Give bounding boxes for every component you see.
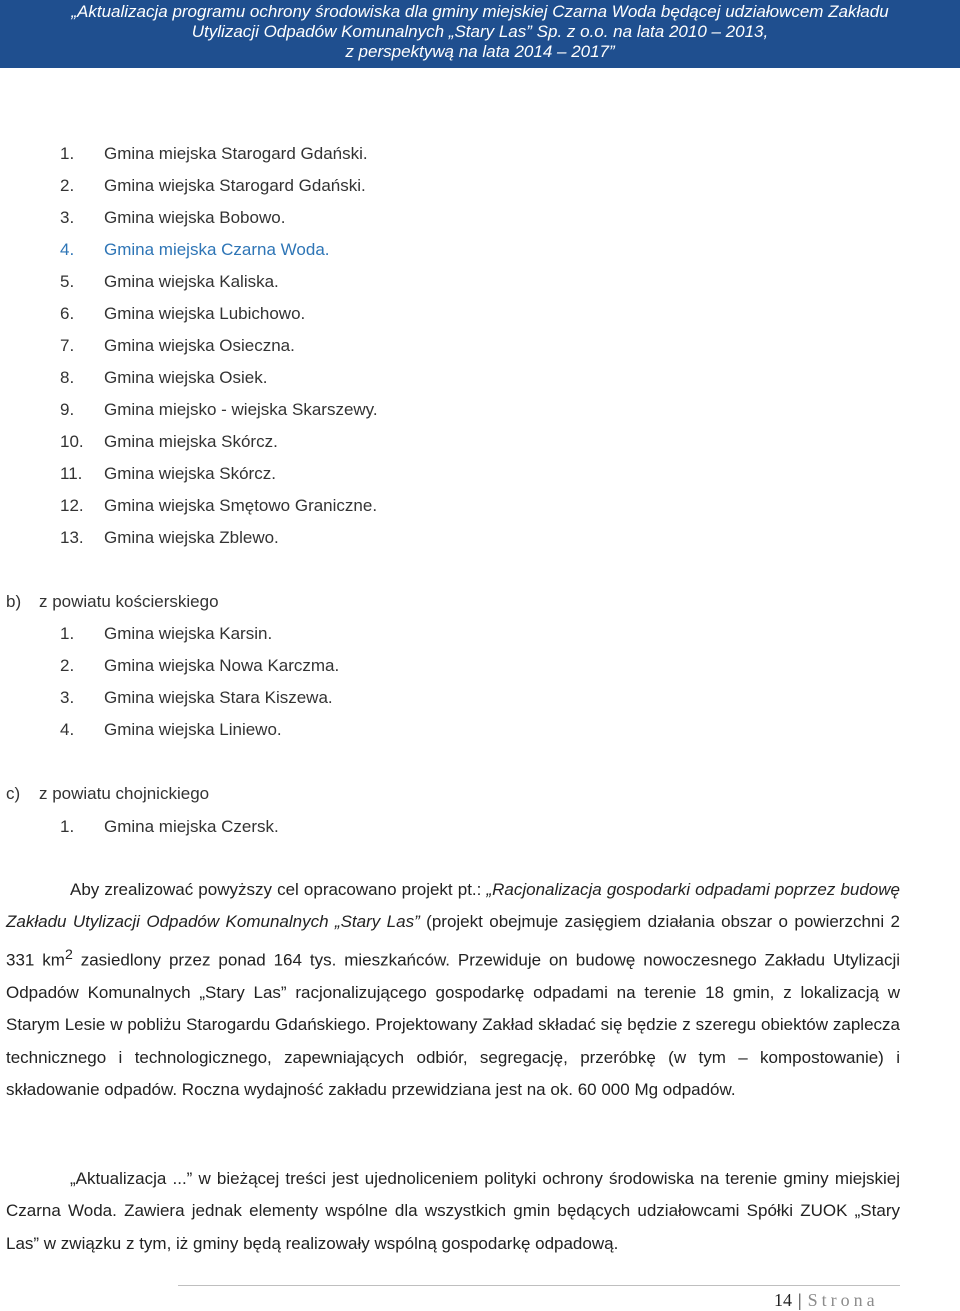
list-item-number: 4. bbox=[60, 240, 75, 259]
list-item-number: 1. bbox=[60, 624, 75, 643]
list-item-text: Gmina wiejska Skórcz. bbox=[104, 464, 276, 483]
list-item bbox=[60, 234, 378, 266]
list-item-number: 2. bbox=[60, 176, 75, 195]
list-item-text: Gmina wiejska Nowa Karczma. bbox=[104, 656, 340, 675]
paragraph-project bbox=[6, 874, 900, 1107]
header-line-3: z perspektywą na lata 2014 – 2017” bbox=[345, 42, 615, 61]
list-item bbox=[60, 811, 279, 843]
section-c-heading bbox=[6, 784, 209, 804]
header-line-1: „Aktualizacja programu ochrony środowiska dla gminy miejskiej Czarna Woda będącej udziałowcem Zakładu bbox=[71, 2, 889, 21]
list-item-number: 10. bbox=[60, 432, 84, 451]
page-word: Strona bbox=[807, 1290, 879, 1310]
list-item-text: Gmina miejska Starogard Gdański. bbox=[104, 144, 368, 163]
paragraph-project-part2: (projekt obejmuje zasięgiem działania obszar o powierzchni 2 331 km bbox=[6, 912, 901, 970]
header-line-2: Utylizacji Odpadów Komunalnych „Stary Las” Sp. z o.o. na lata 2010 – 2013, bbox=[191, 22, 769, 41]
list-item-text: Gmina miejska Skórcz. bbox=[104, 432, 278, 451]
list-item-text: Gmina wiejska Starogard Gdański. bbox=[104, 176, 366, 195]
list-item bbox=[60, 202, 378, 234]
list-item-text: Gmina wiejska Karsin. bbox=[104, 624, 273, 643]
list-item-number: 13. bbox=[60, 528, 84, 547]
list-item bbox=[60, 490, 378, 522]
list-item-number: 12. bbox=[60, 496, 84, 515]
area-unit-superscript: 2 bbox=[64, 946, 73, 963]
paragraph-update bbox=[6, 1163, 900, 1260]
list-item-text: Gmina wiejska Liniewo. bbox=[104, 720, 282, 739]
section-b-letter: b) bbox=[6, 592, 22, 611]
list-item bbox=[60, 714, 339, 746]
municipality-list-a bbox=[60, 138, 378, 554]
list-item bbox=[60, 682, 339, 714]
list-item-number: 5. bbox=[60, 272, 75, 291]
project-title: „Racjonalizacja gospodarki odpadami poprzez budowę Zakładu Utylizacji Odpadów Komunalnych „Stary Las” bbox=[6, 880, 900, 932]
list-item bbox=[60, 266, 378, 298]
list-item bbox=[60, 362, 378, 394]
list-item-number: 7. bbox=[60, 336, 75, 355]
list-item bbox=[60, 170, 378, 202]
list-item-text: Gmina wiejska Smętowo Graniczne. bbox=[104, 496, 378, 515]
list-item-text: Gmina wiejska Stara Kiszewa. bbox=[104, 688, 333, 707]
paragraph-project-lead: Aby zrealizować powyższy cel opracowano projekt pt.: bbox=[70, 880, 487, 899]
list-item-number: 11. bbox=[60, 464, 83, 483]
list-item-text: Gmina wiejska Osieczna. bbox=[104, 336, 295, 355]
section-c-title: z powiatu chojnickiego bbox=[39, 784, 210, 803]
section-b-heading bbox=[6, 592, 219, 612]
list-item bbox=[60, 330, 378, 362]
list-item-number: 1. bbox=[60, 817, 75, 836]
list-item-number: 2. bbox=[60, 656, 75, 675]
list-item-text: Gmina wiejska Osiek. bbox=[104, 368, 268, 387]
list-item-text: Gmina wiejska Kaliska. bbox=[104, 272, 279, 291]
municipality-list-b bbox=[60, 618, 339, 746]
list-item bbox=[60, 426, 378, 458]
list-item-number: 9. bbox=[60, 400, 75, 419]
list-item-number: 3. bbox=[60, 208, 75, 227]
list-item bbox=[60, 138, 378, 170]
list-item-number: 4. bbox=[60, 720, 75, 739]
footer-divider bbox=[178, 1285, 900, 1286]
section-b-title: z powiatu kościerskiego bbox=[39, 592, 219, 611]
list-item-text: Gmina wiejska Zblewo. bbox=[104, 528, 279, 547]
list-item-text: Gmina wiejska Lubichowo. bbox=[104, 304, 306, 323]
list-item-text: Gmina miejska Czarna Woda. bbox=[104, 240, 330, 259]
list-item-text: Gmina miejsko - wiejska Skarszewy. bbox=[104, 400, 378, 419]
section-c-letter: c) bbox=[6, 784, 21, 803]
list-item bbox=[60, 618, 339, 650]
list-item bbox=[60, 650, 339, 682]
paragraph-update-text: „Aktualizacja ...” w bieżącej treści jest ujednoliceniem polityki ochrony środowiska na terenie gminy miejskiej Czarna Woda. Zawiera jednak elementy wspólne dla wszystkich gmin będących udziałowcami Spółki ZUOK „Stary Las” w związku z tym, iż gminy będą realizowały wspólną gospodarkę odpadową. bbox=[6, 1169, 900, 1253]
list-item-number: 6. bbox=[60, 304, 75, 323]
page-number bbox=[774, 1290, 879, 1311]
list-item bbox=[60, 298, 378, 330]
page-number-value: 14 bbox=[774, 1290, 792, 1310]
paragraph-project-part3: zasiedlony przez ponad 164 tys. mieszkańców. Przewiduje on budowę nowoczesnego Zakładu Utylizacji Odpadów Komunalnych „Stary Las” racjonalizującego gospodarkę odpadami na terenie 18 gmin, z lokalizacją w Starym Lesie w pobliżu Starogardu Gdańskiego. Projektowany Zakład składać się będzie z szeregu obiektów zaplecza technicznego i technologicznego, zapewniających odbiór, segregację, przeróbkę (w tym – kompostowanie) i składowanie odpadów. Roczna wydajność zakładu przewidziana jest na ok. 60 000 Mg odpadów. bbox=[6, 950, 901, 1100]
list-item bbox=[60, 394, 378, 426]
list-item bbox=[60, 522, 378, 554]
list-item-number: 1. bbox=[60, 144, 75, 163]
list-item-number: 8. bbox=[60, 368, 75, 387]
list-item-number: 3. bbox=[60, 688, 75, 707]
page-number-separator: | bbox=[798, 1290, 802, 1310]
list-item-text: Gmina miejska Czersk. bbox=[104, 817, 279, 836]
municipality-list-c bbox=[60, 811, 279, 843]
list-item bbox=[60, 458, 378, 490]
list-item-text: Gmina wiejska Bobowo. bbox=[104, 208, 286, 227]
document-header bbox=[0, 0, 960, 68]
